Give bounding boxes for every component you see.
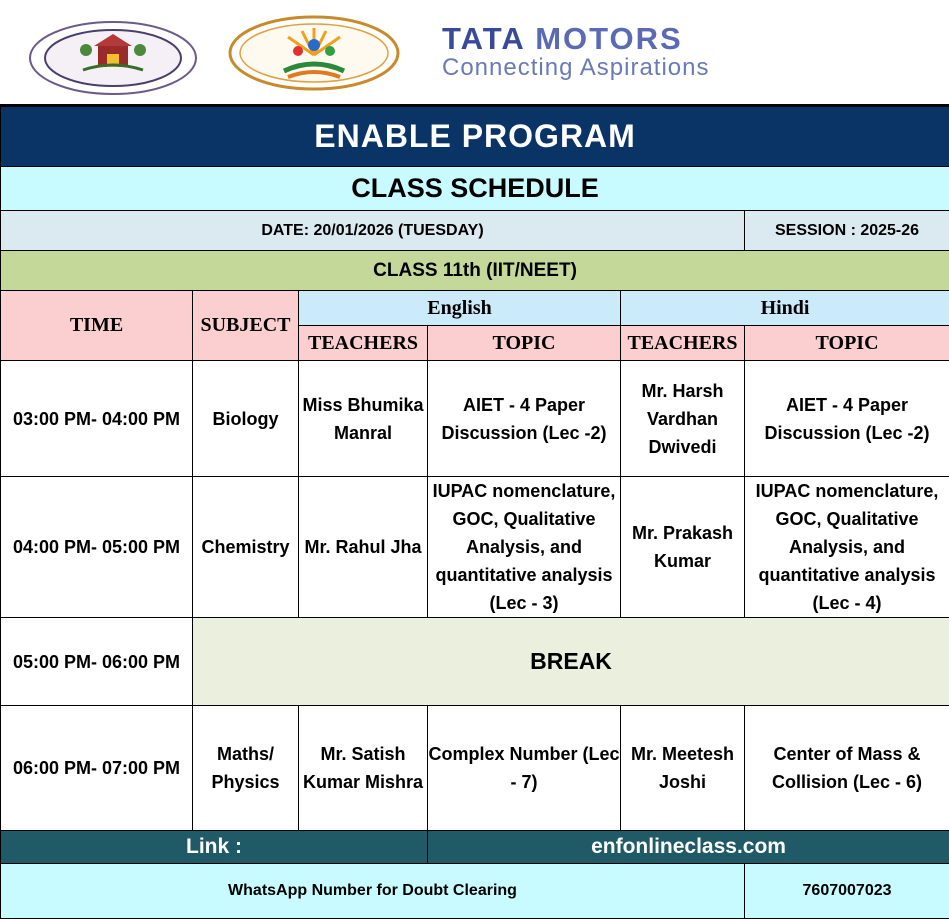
emrs-logo: [28, 20, 198, 96]
link-label: Link :: [1, 831, 428, 864]
table-row: [1, 618, 949, 706]
tata-motors-logo: [442, 22, 912, 82]
time-cell: 06:00 PM- 07:00 PM: [1, 706, 193, 831]
english-topic-header: TOPIC: [428, 326, 621, 361]
hindi-topic-cell: Center of Mass & Collision (Lec - 6): [745, 706, 949, 831]
logo-banner: [0, 0, 949, 106]
hindi-topic-header: TOPIC: [745, 326, 949, 361]
english-teachers-header: TEACHERS: [299, 326, 428, 361]
break-cell: BREAK: [193, 618, 949, 706]
class-link[interactable]: enfonlineclass.com: [428, 831, 949, 864]
hindi-teacher-cell: Mr. Harsh Vardhan Dwivedi: [621, 361, 745, 477]
table-row: [1, 477, 949, 618]
subject-cell: Maths/ Physics: [193, 706, 299, 831]
session-label: SESSION : 2025-26: [745, 211, 949, 251]
hindi-header: Hindi: [621, 291, 949, 326]
motors-word: MOTORS: [535, 21, 683, 56]
subject-cell: Biology: [193, 361, 299, 477]
table-row: [1, 706, 949, 831]
english-teacher-cell: Mr. Rahul Jha: [299, 477, 428, 618]
subject-cell: Chemistry: [193, 477, 299, 618]
subject-header: SUBJECT: [193, 291, 299, 361]
time-cell: 05:00 PM- 06:00 PM: [1, 618, 193, 706]
whatsapp-number: 7607007023: [745, 864, 949, 919]
time-cell: 04:00 PM- 05:00 PM: [1, 477, 193, 618]
time-header: TIME: [1, 291, 193, 361]
hindi-teacher-cell: Mr. Prakash Kumar: [621, 477, 745, 618]
english-topic-cell: IUPAC nomenclature, GOC, Qualitative Analysis, and quantitative analysis (Lec - 3): [428, 477, 621, 618]
tata-word: TATA: [442, 21, 525, 56]
whatsapp-label: WhatsApp Number for Doubt Clearing: [1, 864, 745, 919]
english-teacher-cell: Miss Bhumika Manral: [299, 361, 428, 477]
english-teacher-cell: Mr. Satish Kumar Mishra: [299, 706, 428, 831]
schedule-subtitle: CLASS SCHEDULE: [1, 167, 949, 211]
tata-tagline: Connecting Aspirations: [442, 54, 710, 81]
date-label: DATE: 20/01/2026 (TUESDAY): [1, 211, 745, 251]
hindi-teachers-header: TEACHERS: [621, 326, 745, 361]
hindi-topic-cell: IUPAC nomenclature, GOC, Qualitative Analysis, and quantitative analysis (Lec - 4): [745, 477, 949, 618]
hindi-teacher-cell: Mr. Meetesh Joshi: [621, 706, 745, 831]
tata-brand-name: [442, 22, 912, 56]
schedule-table: [0, 106, 949, 919]
time-cell: 03:00 PM- 04:00 PM: [1, 361, 193, 477]
english-header: English: [299, 291, 621, 326]
class-label: CLASS 11th (IIT/NEET): [1, 251, 949, 291]
ennavodayan-logo: [228, 15, 400, 91]
table-row: [1, 361, 949, 477]
english-topic-cell: AIET - 4 Paper Discussion (Lec -2): [428, 361, 621, 477]
program-title: ENABLE PROGRAM: [1, 107, 949, 167]
hindi-topic-cell: AIET - 4 Paper Discussion (Lec -2): [745, 361, 949, 477]
english-topic-cell: Complex Number (Lec - 7): [428, 706, 621, 831]
